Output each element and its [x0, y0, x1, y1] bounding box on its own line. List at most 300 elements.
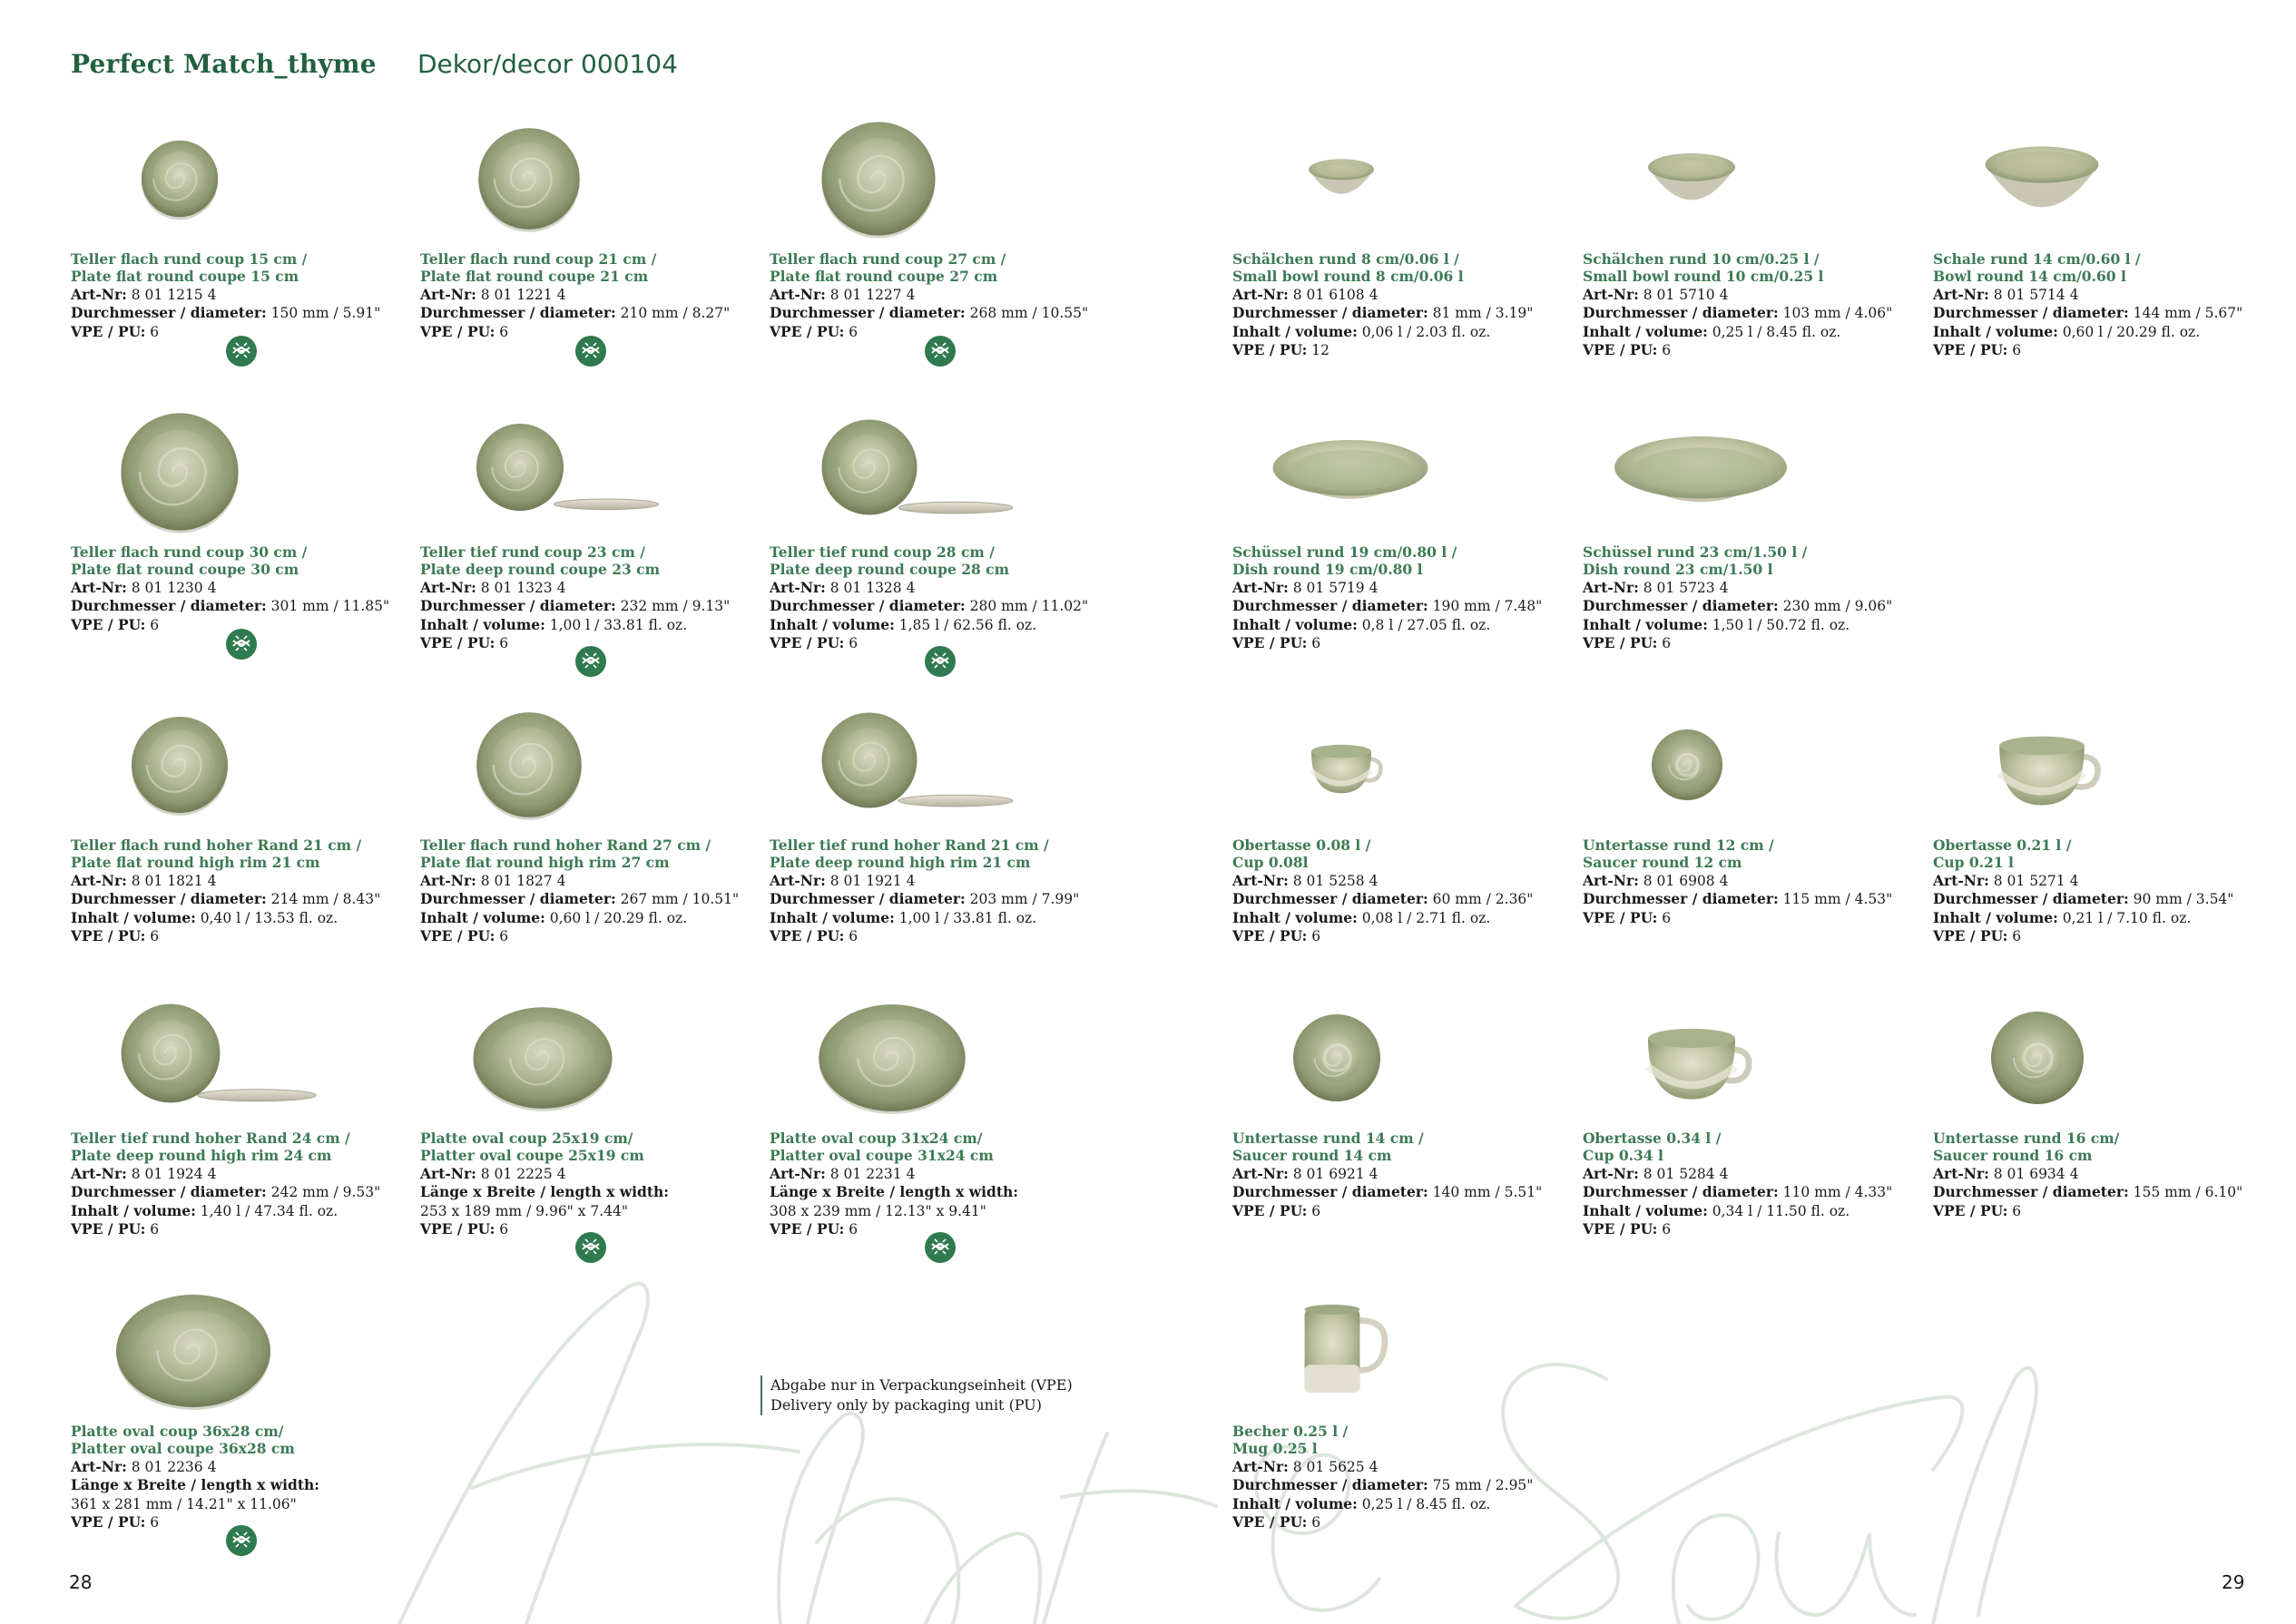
spec-label: Durchmesser / diameter:: [770, 597, 966, 615]
spec-value: 0,25 l / 8.45 fl. oz.: [1707, 323, 1841, 340]
product-spec: [1232, 927, 1586, 945]
product-spec: [1933, 872, 2287, 890]
spec-value: 301 mm / 11.85": [266, 598, 390, 615]
spec-value: 155 mm / 6.10": [2128, 1184, 2243, 1201]
spec-label: Art-Nr:: [1933, 285, 1989, 303]
spec-label: Inhalt / volume:: [71, 1201, 196, 1219]
spec-value: 1,40 l / 47.34 fl. oz.: [195, 1202, 339, 1219]
product-spec: [770, 579, 1123, 597]
spec-value: 190 mm / 7.48": [1428, 598, 1543, 615]
spec-value: 6: [844, 635, 859, 652]
product-details: [1583, 1130, 1937, 1238]
spec-value: 253 x 189 mm / 9.96" x 7.44": [420, 1202, 629, 1219]
spec-label: Durchmesser / diameter:: [770, 304, 966, 322]
spec-value: 6: [495, 928, 509, 945]
product-details: [71, 1423, 425, 1531]
product-entry: [1232, 111, 1586, 383]
product-name: Saucer round 12 cm: [1583, 854, 1742, 872]
product-image: [1933, 990, 2287, 1126]
product-spec: [71, 1495, 425, 1513]
product-image: [1232, 697, 1586, 833]
spec-label: Art-Nr:: [420, 285, 476, 303]
spec-value: 0,25 l / 8.45 fl. oz.: [1357, 1495, 1491, 1512]
product-details: [71, 836, 425, 945]
seal-icon: [924, 645, 957, 678]
spec-value: 230 mm / 9.06": [1778, 598, 1893, 615]
spec-value: 8 01 1827 4: [476, 872, 566, 889]
spec-value: 6: [495, 323, 509, 340]
product-image: [1583, 697, 1937, 833]
product-spec: [1583, 579, 1937, 597]
spec-label: Durchmesser / diameter:: [1232, 597, 1428, 615]
product-name: Untertasse rund 14 cm /: [1232, 1130, 1424, 1147]
product-name: Plate deep round high rim 24 cm: [71, 1147, 332, 1165]
product-name: Teller flach rund coup 21 cm /: [420, 250, 657, 268]
product-spec: [1232, 286, 1586, 304]
spec-value: 8 01 6108 4: [1288, 286, 1379, 303]
product-image: [1583, 990, 1937, 1126]
product-spec: [1933, 286, 2287, 304]
product-spec: [1232, 1183, 1586, 1201]
spec-label: Durchmesser / diameter:: [1933, 304, 2129, 322]
product-entry: [420, 111, 774, 383]
spec-value: 6: [2007, 928, 2022, 945]
spec-value: 6: [145, 1514, 160, 1531]
spec-value: 110 mm / 4.33": [1778, 1184, 1893, 1201]
spec-label: VPE / PU:: [770, 634, 845, 652]
spec-label: Art-Nr:: [770, 1164, 826, 1182]
product-name: Platte oval coup 31x24 cm/: [770, 1130, 983, 1147]
spec-label: VPE / PU:: [420, 634, 496, 652]
spec-value: 8 01 1215 4: [126, 286, 217, 303]
product-name: Schale rund 14 cm/0.60 l /: [1933, 250, 2141, 268]
spec-label: VPE / PU:: [1583, 908, 1658, 926]
product-name: Platter oval coupe 25x19 cm: [420, 1147, 644, 1165]
spec-label: Art-Nr:: [1583, 285, 1639, 303]
spec-value: 6: [1657, 342, 1672, 359]
product-spec: [1232, 616, 1586, 634]
spec-label: Inhalt / volume:: [1232, 615, 1358, 633]
product-spec: [1232, 1495, 1586, 1513]
spec-label: Art-Nr:: [1583, 1164, 1639, 1182]
product-spec: [770, 872, 1123, 890]
product-details: [1232, 543, 1586, 652]
product-entry: [1583, 990, 1937, 1262]
product-details: [1933, 1130, 2287, 1220]
product-name: Teller flach rund hoher Rand 27 cm /: [420, 836, 711, 854]
product-name: Platte oval coup 25x19 cm/: [420, 1130, 633, 1147]
product-spec: [1583, 909, 1937, 927]
spec-value: 268 mm / 10.55": [965, 305, 1089, 322]
spec-label: Art-Nr:: [420, 1164, 476, 1182]
spec-value: 8 01 6934 4: [1988, 1165, 2079, 1182]
product-details: [1933, 250, 2287, 359]
spec-label: VPE / PU:: [71, 1513, 146, 1531]
product-name: Teller tief rund coup 23 cm /: [420, 543, 645, 561]
product-image: [1232, 1283, 1586, 1419]
product-spec: [770, 286, 1123, 304]
spec-label: VPE / PU:: [1583, 634, 1658, 652]
product-entry: [1933, 697, 2287, 969]
spec-label: Durchmesser / diameter:: [1232, 1183, 1428, 1201]
spec-value: 90 mm / 3.54": [2128, 891, 2234, 908]
spec-value: 144 mm / 5.67": [2128, 305, 2243, 322]
product-name: Cup 0.34 l: [1583, 1147, 1663, 1165]
spec-value: 8 01 5714 4: [1988, 286, 2079, 303]
product-name: Saucer round 16 cm: [1933, 1147, 2093, 1165]
spec-value: 6: [1657, 635, 1672, 652]
spec-label: Inhalt / volume:: [1933, 908, 2058, 926]
spec-label: VPE / PU:: [1232, 1201, 1308, 1219]
page-title: Perfect Match_thyme: [71, 49, 377, 79]
product-spec: [1232, 579, 1586, 597]
product-spec: [1583, 1220, 1937, 1238]
decor-number: Dekor/decor 000104: [417, 49, 678, 79]
spec-label: Durchmesser / diameter:: [1583, 304, 1779, 322]
spec-label: Inhalt / volume:: [770, 908, 895, 926]
product-spec: [420, 579, 774, 597]
product-spec: [71, 927, 425, 945]
spec-label: Inhalt / volume:: [420, 615, 545, 633]
spec-label: Art-Nr:: [1583, 578, 1639, 596]
product-spec: [71, 286, 425, 304]
product-details: [71, 543, 425, 634]
spec-value: 6: [145, 1221, 160, 1238]
spec-value: 115 mm / 4.53": [1778, 891, 1893, 908]
spec-value: 6: [2007, 342, 2022, 359]
product-spec: [420, 1202, 774, 1220]
product-spec: [71, 909, 425, 927]
product-details: [420, 543, 774, 652]
spec-value: 6: [1307, 1514, 1321, 1531]
spec-label: Art-Nr:: [1583, 871, 1639, 889]
spec-value: 361 x 281 mm / 14.21" x 11.06": [71, 1495, 297, 1512]
spec-value: 8 01 1323 4: [476, 579, 566, 596]
spec-label: VPE / PU:: [1933, 927, 2008, 945]
product-spec: [1583, 341, 1937, 359]
product-spec: [71, 304, 425, 322]
product-name: Platte oval coup 36x28 cm/: [71, 1423, 284, 1440]
product-spec: [1232, 634, 1586, 652]
product-spec: [71, 1165, 425, 1183]
spec-label: Art-Nr:: [1232, 871, 1289, 889]
spec-label: VPE / PU:: [71, 927, 146, 945]
spec-label: Länge x Breite / length x width:: [420, 1183, 669, 1201]
spec-label: Inhalt / volume:: [420, 908, 545, 926]
product-spec: [770, 909, 1123, 927]
spec-label: Länge x Breite / length x width:: [71, 1476, 319, 1494]
product-entry: [420, 404, 774, 676]
product-image: [71, 697, 425, 833]
spec-label: Durchmesser / diameter:: [71, 597, 267, 615]
spec-label: Art-Nr:: [1232, 1164, 1289, 1182]
product-image: [770, 404, 1123, 540]
spec-label: VPE / PU:: [1232, 634, 1308, 652]
product-name: Plate flat round high rim 21 cm: [71, 854, 320, 872]
seal-icon: [574, 1231, 607, 1264]
spec-value: 8 01 5723 4: [1638, 579, 1729, 596]
spec-value: 8 01 5625 4: [1288, 1458, 1379, 1475]
product-name: Teller flach rund coup 15 cm /: [71, 250, 308, 268]
product-spec: [1583, 323, 1937, 341]
product-details: [71, 1130, 425, 1238]
product-name: Platter oval coupe 36x28 cm: [71, 1440, 295, 1458]
product-spec: [71, 1202, 425, 1220]
product-spec: [1232, 1165, 1586, 1183]
spec-label: VPE / PU:: [1583, 341, 1658, 359]
product-spec: [1232, 909, 1586, 927]
product-spec: [1933, 927, 2287, 945]
product-name: Plate flat round coupe 15 cm: [71, 268, 299, 286]
product-spec: [770, 597, 1123, 615]
product-image: [1583, 111, 1937, 247]
product-spec: [1933, 1165, 2287, 1183]
spec-label: Art-Nr:: [770, 285, 826, 303]
product-image: [1232, 990, 1586, 1126]
spec-label: Inhalt / volume:: [1232, 322, 1358, 340]
spec-value: 6: [495, 1221, 509, 1238]
product-spec: [420, 286, 774, 304]
product-name: Plate flat round coupe 30 cm: [71, 561, 299, 579]
product-spec: [1583, 872, 1937, 890]
product-image: [71, 111, 425, 247]
spec-value: 214 mm / 8.43": [266, 891, 381, 908]
product-name: Dish round 23 cm/1.50 l: [1583, 561, 1773, 579]
product-entry: [71, 1283, 425, 1555]
spec-label: Inhalt / volume:: [71, 908, 196, 926]
product-name: Schälchen rund 8 cm/0.06 l /: [1232, 250, 1459, 268]
spec-label: VPE / PU:: [1232, 1513, 1308, 1531]
product-entry: [1232, 1283, 1586, 1555]
product-entry: [1232, 990, 1586, 1262]
spec-value: 60 mm / 2.36": [1428, 891, 1534, 908]
product-spec: [770, 1202, 1123, 1220]
spec-value: 1,00 l / 33.81 fl. oz.: [894, 909, 1037, 926]
product-details: [770, 543, 1123, 652]
spec-label: VPE / PU:: [1933, 1201, 2008, 1219]
product-spec: [420, 927, 774, 945]
watermark-text: Heart & Soul: [1997, 1580, 2131, 1602]
spec-value: 8 01 1924 4: [126, 1165, 217, 1182]
spec-value: 8 01 1221 4: [476, 286, 566, 303]
product-image: [420, 990, 774, 1126]
product-image: [1933, 697, 2287, 833]
product-image: [71, 1283, 425, 1419]
product-spec: [420, 597, 774, 615]
product-name: Plate flat round high rim 27 cm: [420, 854, 670, 872]
spec-value: 6: [145, 616, 160, 633]
spec-value: 8 01 1230 4: [126, 579, 217, 596]
product-spec: [1232, 1476, 1586, 1494]
spec-label: Inhalt / volume:: [770, 615, 895, 633]
spec-label: Art-Nr:: [1933, 871, 1989, 889]
seal-icon: [225, 628, 258, 660]
product-spec: [1583, 1202, 1937, 1220]
spec-label: Durchmesser / diameter:: [1232, 890, 1428, 908]
product-name: Schüssel rund 23 cm/1.50 l /: [1583, 543, 1808, 561]
product-entry: [1933, 111, 2287, 383]
product-spec: [71, 579, 425, 597]
product-spec: [1232, 341, 1586, 359]
product-name: Schüssel rund 19 cm/0.80 l /: [1232, 543, 1457, 561]
spec-value: 0,60 l / 20.29 fl. oz.: [545, 909, 688, 926]
spec-label: VPE / PU:: [1232, 341, 1308, 359]
product-name: Obertasse 0.21 l /: [1933, 836, 2072, 854]
spec-value: 6: [495, 635, 509, 652]
spec-label: VPE / PU:: [770, 927, 845, 945]
product-spec: [420, 1165, 774, 1183]
product-spec: [1933, 341, 2287, 359]
product-image: [71, 990, 425, 1126]
product-spec: [71, 597, 425, 615]
product-name: Untertasse rund 12 cm /: [1583, 836, 1774, 854]
product-image: [420, 697, 774, 833]
product-spec: [71, 1183, 425, 1201]
product-name: Plate flat round coupe 21 cm: [420, 268, 649, 286]
spec-value: 0,60 l / 20.29 fl. oz.: [2057, 323, 2201, 340]
product-name: Becher 0.25 l /: [1232, 1423, 1349, 1440]
spec-value: 1,50 l / 50.72 fl. oz.: [1707, 616, 1850, 633]
product-entry: [71, 697, 425, 969]
product-spec: [770, 890, 1123, 908]
spec-label: Inhalt / volume:: [1583, 1201, 1708, 1219]
product-name: Untertasse rund 16 cm/: [1933, 1130, 2120, 1147]
product-entry: [420, 990, 774, 1262]
spec-label: Inhalt / volume:: [1933, 322, 2058, 340]
product-name: Bowl round 14 cm/0.60 l: [1933, 268, 2126, 286]
spec-label: VPE / PU:: [420, 1220, 496, 1238]
product-spec: [770, 1165, 1123, 1183]
seal-icon: [924, 335, 957, 367]
product-name: Small bowl round 8 cm/0.06 l: [1232, 268, 1464, 286]
spec-value: 103 mm / 4.06": [1778, 305, 1893, 322]
spec-label: Inhalt / volume:: [1232, 908, 1358, 926]
product-spec: [71, 890, 425, 908]
product-image: [770, 697, 1123, 833]
product-details: [1232, 836, 1586, 945]
product-spec: [770, 927, 1123, 945]
spec-value: 210 mm / 8.27": [615, 305, 731, 322]
product-details: [1583, 250, 1937, 359]
product-entry: [1232, 697, 1586, 969]
spec-label: Art-Nr:: [71, 871, 127, 889]
product-image: [71, 404, 425, 540]
spec-value: 6: [1307, 928, 1321, 945]
packaging-note: [760, 1375, 1073, 1415]
spec-value: 280 mm / 11.02": [965, 598, 1089, 615]
product-entry: [1583, 111, 1937, 383]
spec-label: Art-Nr:: [420, 578, 476, 596]
spec-label: VPE / PU:: [770, 322, 845, 340]
product-spec: [1583, 304, 1937, 322]
product-entry: [1232, 404, 1586, 676]
product-spec: [1583, 890, 1937, 908]
spec-label: Durchmesser / diameter:: [1933, 890, 2129, 908]
product-details: [770, 250, 1123, 341]
spec-value: 308 x 239 mm / 12.13" x 9.41": [770, 1202, 986, 1219]
product-name: Cup 0.21 l: [1933, 854, 2014, 872]
spec-label: Durchmesser / diameter:: [1583, 1183, 1779, 1201]
product-spec: [1933, 909, 2287, 927]
product-name: Teller flach rund hoher Rand 21 cm /: [71, 836, 362, 854]
spec-label: Durchmesser / diameter:: [1583, 890, 1779, 908]
spec-label: Art-Nr:: [71, 1164, 127, 1182]
product-name: Plate flat round coupe 27 cm: [770, 268, 998, 286]
spec-value: 6: [145, 928, 160, 945]
spec-value: 267 mm / 10.51": [615, 891, 740, 908]
spec-label: VPE / PU:: [1583, 1220, 1658, 1238]
spec-value: 6: [1307, 1202, 1321, 1219]
packaging-note-en: Delivery only by packaging unit (PU): [770, 1396, 1043, 1414]
product-entry: [770, 697, 1123, 969]
spec-value: 8 01 1821 4: [126, 872, 217, 889]
product-entry: [1933, 990, 2287, 1262]
product-spec: [1232, 1202, 1586, 1220]
product-details: [1583, 836, 1937, 927]
product-spec: [1583, 616, 1937, 634]
spec-label: Durchmesser / diameter:: [420, 304, 616, 322]
spec-label: Durchmesser / diameter:: [1232, 1476, 1428, 1494]
spec-value: 242 mm / 9.53": [266, 1184, 381, 1201]
seal-icon: [225, 1524, 258, 1557]
product-name: Teller tief rund coup 28 cm /: [770, 543, 995, 561]
product-name: Obertasse 0.08 l /: [1232, 836, 1371, 854]
packaging-note-de: Abgabe nur in Verpackungseinheit (VPE): [770, 1376, 1073, 1394]
product-details: [770, 836, 1123, 945]
product-entry: [1583, 404, 1937, 676]
product-name: Plate deep round coupe 23 cm: [420, 561, 661, 579]
spec-value: 8 01 1328 4: [825, 579, 916, 596]
seal-icon: [574, 335, 607, 367]
product-name: Teller tief rund hoher Rand 21 cm /: [770, 836, 1049, 854]
product-details: [1232, 1423, 1586, 1531]
spec-label: Art-Nr:: [1232, 578, 1289, 596]
product-spec: [420, 890, 774, 908]
spec-label: Art-Nr:: [1232, 285, 1289, 303]
spec-value: 8 01 1227 4: [825, 286, 916, 303]
spec-label: Durchmesser / diameter:: [420, 597, 616, 615]
product-spec: [1583, 286, 1937, 304]
product-name: Saucer round 14 cm: [1232, 1147, 1392, 1165]
spec-value: 8 01 2225 4: [476, 1165, 566, 1182]
spec-label: Art-Nr:: [1232, 1457, 1289, 1475]
spec-label: Art-Nr:: [71, 285, 127, 303]
product-details: [420, 250, 774, 341]
spec-value: 6: [844, 323, 859, 340]
product-name: Cup 0.08l: [1232, 854, 1309, 872]
spec-value: 8 01 5271 4: [1988, 872, 2079, 889]
spec-value: 8 01 6908 4: [1638, 872, 1729, 889]
product-name: Obertasse 0.34 l /: [1583, 1130, 1722, 1147]
spec-label: Art-Nr:: [770, 578, 826, 596]
spec-value: 81 mm / 3.19": [1428, 305, 1534, 322]
spec-label: VPE / PU:: [1933, 341, 2008, 359]
spec-label: Durchmesser / diameter:: [420, 890, 616, 908]
spec-label: VPE / PU:: [420, 322, 496, 340]
product-entry: [770, 990, 1123, 1262]
product-spec: [1232, 323, 1586, 341]
product-spec: [420, 872, 774, 890]
product-name: Teller flach rund coup 30 cm /: [71, 543, 308, 561]
product-details: [71, 250, 425, 341]
product-name: Schälchen rund 10 cm/0.25 l /: [1583, 250, 1820, 268]
product-name: Small bowl round 10 cm/0.25 l: [1583, 268, 1824, 286]
product-spec: [420, 1183, 774, 1201]
product-spec: [1583, 634, 1937, 652]
spec-label: Durchmesser / diameter:: [1232, 304, 1428, 322]
spec-label: Inhalt / volume:: [1232, 1494, 1358, 1512]
spec-value: 8 01 2236 4: [126, 1458, 217, 1475]
